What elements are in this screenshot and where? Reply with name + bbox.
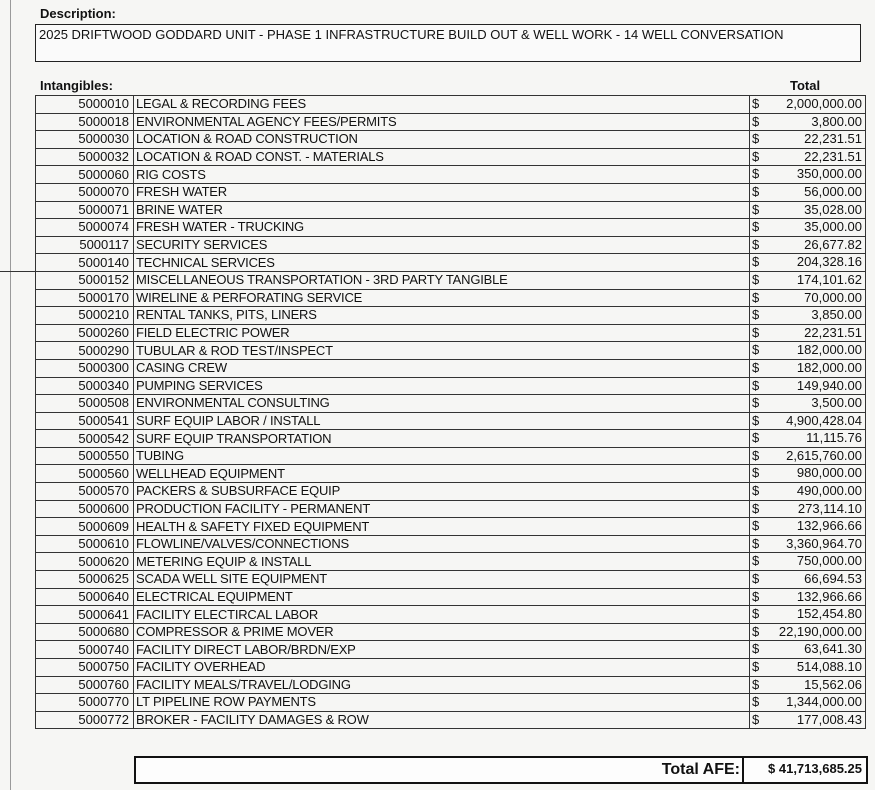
- table-row: [36, 518, 866, 536]
- account-code: 5000340: [36, 377, 134, 395]
- line-amount-cell: [750, 219, 866, 237]
- line-amount-cell: [750, 342, 866, 360]
- line-amount-cell: [750, 359, 866, 377]
- account-code: 5000641: [36, 606, 134, 624]
- currency-symbol: $: [752, 359, 760, 375]
- line-amount-cell: [750, 553, 866, 571]
- table-row: [36, 483, 866, 501]
- line-amount-cell: [750, 96, 866, 114]
- account-code: 5000060: [36, 166, 134, 184]
- table-row: [36, 676, 866, 694]
- line-amount-cell: [750, 148, 866, 166]
- line-description: TUBULAR & ROD TEST/INSPECT: [134, 342, 750, 360]
- table-row: [36, 342, 866, 360]
- line-amount: 490,000.00: [796, 483, 862, 499]
- line-amount: 132,966.66: [796, 588, 862, 604]
- currency-symbol: $: [752, 395, 760, 411]
- currency-symbol: $: [752, 430, 760, 446]
- table-row: [36, 412, 866, 430]
- line-amount-cell: [750, 711, 866, 729]
- line-description: WIRELINE & PERFORATING SERVICE: [134, 289, 750, 307]
- line-amount: 182,000.00: [796, 359, 862, 375]
- currency-symbol: $: [752, 289, 760, 305]
- account-code: 5000152: [36, 271, 134, 289]
- line-description: PACKERS & SUBSURFACE EQUIP: [134, 483, 750, 501]
- table-row: [36, 500, 866, 518]
- currency-symbol: $: [752, 659, 760, 674]
- line-amount-cell: [750, 659, 866, 677]
- line-amount: 56,000.00: [804, 183, 862, 199]
- currency-symbol: $: [752, 483, 760, 499]
- account-code: 5000750: [36, 659, 134, 677]
- account-code: 5000640: [36, 588, 134, 606]
- line-amount-cell: [750, 271, 866, 289]
- line-amount-cell: [750, 500, 866, 518]
- table-row: [36, 166, 866, 184]
- line-amount: 2,615,760.00: [786, 447, 862, 463]
- account-code: 5000770: [36, 694, 134, 712]
- table-row: [36, 535, 866, 553]
- table-row: [36, 395, 866, 413]
- currency-symbol: $: [752, 201, 760, 217]
- line-amount: 980,000.00: [796, 465, 862, 481]
- account-code: 5000290: [36, 342, 134, 360]
- line-amount: 22,231.51: [804, 148, 862, 164]
- line-description: TUBING: [134, 447, 750, 465]
- table-row: [36, 96, 866, 114]
- table-row: [36, 571, 866, 589]
- total-column-header: Total: [790, 78, 821, 93]
- account-code: 5000170: [36, 289, 134, 307]
- margin-tick-mark: [0, 271, 35, 272]
- line-amount: 35,000.00: [804, 219, 862, 235]
- currency-symbol: $: [752, 588, 760, 604]
- currency-symbol: $: [752, 711, 760, 727]
- line-amount-cell: [750, 412, 866, 430]
- line-amount-cell: [750, 377, 866, 395]
- line-amount-cell: [750, 641, 866, 659]
- line-description: LEGAL & RECORDING FEES: [134, 96, 750, 114]
- intangibles-table: [35, 95, 866, 729]
- line-description: CASING CREW: [134, 359, 750, 377]
- account-code: 5000032: [36, 148, 134, 166]
- account-code: 5000030: [36, 131, 134, 149]
- account-code: 5000070: [36, 183, 134, 201]
- line-amount: 174,101.62: [796, 271, 862, 287]
- table-row: [36, 694, 866, 712]
- currency-symbol: $: [752, 183, 760, 199]
- line-amount: 26,677.82: [804, 236, 862, 252]
- account-code: 5000680: [36, 623, 134, 641]
- account-code: 5000740: [36, 641, 134, 659]
- table-row: [36, 447, 866, 465]
- table-row: [36, 465, 866, 483]
- table-row: [36, 588, 866, 606]
- total-afe-bar: [134, 756, 868, 784]
- currency-symbol: $: [752, 518, 760, 534]
- line-amount-cell: [750, 395, 866, 413]
- currency-symbol: $: [752, 553, 760, 569]
- account-code: 5000300: [36, 359, 134, 377]
- line-amount: 11,115.76: [806, 430, 862, 446]
- line-amount-cell: [750, 483, 866, 501]
- description-label: Description:: [40, 6, 116, 21]
- line-amount: 15,562.06: [804, 676, 862, 692]
- line-amount: 152,454.80: [796, 606, 862, 622]
- line-amount-cell: [750, 324, 866, 342]
- line-amount-cell: [750, 236, 866, 254]
- line-description: ENVIRONMENTAL AGENCY FEES/PERMITS: [134, 113, 750, 131]
- table-row: [36, 659, 866, 677]
- line-description: SECURITY SERVICES: [134, 236, 750, 254]
- table-row: [36, 219, 866, 237]
- line-amount: 3,500.00: [811, 395, 862, 411]
- account-code: 5000210: [36, 307, 134, 325]
- line-description: SCADA WELL SITE EQUIPMENT: [134, 571, 750, 589]
- line-description: SURF EQUIP LABOR / INSTALL: [134, 412, 750, 430]
- intangibles-label: Intangibles:: [40, 78, 113, 93]
- table-row: [36, 148, 866, 166]
- line-amount: 132,966.66: [796, 518, 862, 534]
- line-amount-cell: [750, 447, 866, 465]
- table-row: [36, 131, 866, 149]
- currency-symbol: $: [752, 623, 760, 639]
- line-description: RIG COSTS: [134, 166, 750, 184]
- line-amount-cell: [750, 623, 866, 641]
- line-amount: 22,190,000.00: [778, 623, 862, 639]
- line-description: FIELD ELECTRIC POWER: [134, 324, 750, 342]
- account-code: 5000570: [36, 483, 134, 501]
- line-amount: 22,231.51: [804, 131, 862, 147]
- currency-symbol: $: [752, 535, 760, 551]
- currency-symbol: $: [752, 342, 760, 358]
- currency-symbol: $: [752, 96, 760, 111]
- account-code: 5000140: [36, 254, 134, 272]
- table-row: [36, 606, 866, 624]
- account-code: 5000600: [36, 500, 134, 518]
- currency-symbol: $: [752, 148, 760, 164]
- table-row: [36, 430, 866, 448]
- description-text: 2025 DRIFTWOOD GODDARD UNIT - PHASE 1 INFRASTRUCTURE BUILD OUT & WELL WORK - 14 WELL CONVERSATION: [39, 27, 784, 42]
- line-amount-cell: [750, 430, 866, 448]
- line-description: ELECTRICAL EQUIPMENT: [134, 588, 750, 606]
- currency-symbol: $: [752, 694, 760, 710]
- currency-symbol: $: [752, 113, 760, 129]
- line-amount-cell: [750, 676, 866, 694]
- line-description: LOCATION & ROAD CONST. - MATERIALS: [134, 148, 750, 166]
- currency-symbol: $: [752, 219, 760, 235]
- currency-symbol: $: [752, 236, 760, 252]
- account-code: 5000260: [36, 324, 134, 342]
- account-code: 5000760: [36, 676, 134, 694]
- description-box: [35, 24, 861, 62]
- account-code: 5000772: [36, 711, 134, 729]
- line-amount-cell: [750, 201, 866, 219]
- intangibles-table-body: [36, 96, 866, 729]
- currency-symbol: $: [752, 307, 760, 323]
- currency-symbol: $: [752, 412, 760, 428]
- currency-symbol: $: [752, 465, 760, 481]
- line-amount-cell: [750, 518, 866, 536]
- account-code: 5000071: [36, 201, 134, 219]
- table-row: [36, 236, 866, 254]
- line-description: RENTAL TANKS, PITS, LINERS: [134, 307, 750, 325]
- line-description: PUMPING SERVICES: [134, 377, 750, 395]
- account-code: 5000010: [36, 96, 134, 114]
- line-amount: 35,028.00: [804, 201, 862, 217]
- table-row: [36, 271, 866, 289]
- line-description: MISCELLANEOUS TRANSPORTATION - 3RD PARTY TANGIBLE: [134, 271, 750, 289]
- table-row: [36, 201, 866, 219]
- line-amount: 149,940.00: [796, 377, 862, 393]
- line-description: PRODUCTION FACILITY - PERMANENT: [134, 500, 750, 518]
- line-amount: 3,850.00: [811, 307, 862, 323]
- line-description: BROKER - FACILITY DAMAGES & ROW: [134, 711, 750, 729]
- currency-symbol: $: [752, 271, 760, 287]
- line-amount-cell: [750, 183, 866, 201]
- line-amount: 1,344,000.00: [786, 694, 862, 710]
- total-afe-label: Total AFE:: [661, 761, 740, 778]
- line-description: FACILITY ELECTIRCAL LABOR: [134, 606, 750, 624]
- line-description: FRESH WATER: [134, 183, 750, 201]
- line-amount-cell: [750, 289, 866, 307]
- line-amount: 514,088.10: [796, 659, 862, 674]
- line-description: LT PIPELINE ROW PAYMENTS: [134, 694, 750, 712]
- account-code: 5000560: [36, 465, 134, 483]
- table-row: [36, 641, 866, 659]
- currency-symbol: $: [752, 571, 760, 587]
- line-description: TECHNICAL SERVICES: [134, 254, 750, 272]
- table-row: [36, 377, 866, 395]
- line-amount: 750,000.00: [796, 553, 862, 569]
- line-amount: 273,114.10: [797, 500, 862, 516]
- line-description: FACILITY MEALS/TRAVEL/LODGING: [134, 676, 750, 694]
- currency-symbol: $: [752, 324, 760, 340]
- line-amount: 66,694.53: [804, 571, 862, 587]
- table-row: [36, 307, 866, 325]
- line-amount-cell: [750, 113, 866, 131]
- page-edge-line: [10, 0, 11, 790]
- line-amount-cell: [750, 571, 866, 589]
- table-row: [36, 324, 866, 342]
- line-description: ENVIRONMENTAL CONSULTING: [134, 395, 750, 413]
- currency-symbol: $: [752, 131, 760, 147]
- line-description: BRINE WATER: [134, 201, 750, 219]
- line-description: FRESH WATER - TRUCKING: [134, 219, 750, 237]
- account-code: 5000117: [36, 236, 134, 254]
- currency-symbol: $: [752, 606, 760, 622]
- table-row: [36, 553, 866, 571]
- account-code: 5000542: [36, 430, 134, 448]
- line-amount: 4,900,428.04: [786, 412, 862, 428]
- line-amount: 204,328.16: [796, 254, 862, 270]
- currency-symbol: $: [752, 166, 760, 182]
- line-amount-cell: [750, 694, 866, 712]
- line-description: FLOWLINE/VALVES/CONNECTIONS: [134, 535, 750, 553]
- account-code: 5000625: [36, 571, 134, 589]
- line-description: COMPRESSOR & PRIME MOVER: [134, 623, 750, 641]
- line-amount: 63,641.30: [804, 641, 862, 657]
- line-amount-cell: [750, 131, 866, 149]
- line-description: FACILITY DIRECT LABOR/BRDN/EXP: [134, 641, 750, 659]
- currency-symbol: $: [752, 641, 760, 657]
- line-amount: 2,000,000.00: [786, 96, 862, 111]
- currency-symbol: $: [752, 447, 760, 463]
- table-row: [36, 359, 866, 377]
- line-amount: 182,000.00: [796, 342, 862, 358]
- line-amount-cell: [750, 588, 866, 606]
- table-row: [36, 711, 866, 729]
- line-amount: 350,000.00: [796, 166, 862, 182]
- account-code: 5000074: [36, 219, 134, 237]
- line-amount-cell: [750, 606, 866, 624]
- account-code: 5000550: [36, 447, 134, 465]
- currency-symbol: $: [752, 254, 760, 270]
- account-code: 5000508: [36, 395, 134, 413]
- line-amount: 177,008.43: [796, 711, 862, 727]
- account-code: 5000018: [36, 113, 134, 131]
- currency-symbol: $: [752, 377, 760, 393]
- line-amount: 3,360,964.70: [786, 535, 862, 551]
- account-code: 5000609: [36, 518, 134, 536]
- line-amount-cell: [750, 535, 866, 553]
- line-description: LOCATION & ROAD CONSTRUCTION: [134, 131, 750, 149]
- table-row: [36, 289, 866, 307]
- line-amount-cell: [750, 166, 866, 184]
- line-description: WELLHEAD EQUIPMENT: [134, 465, 750, 483]
- line-description: HEALTH & SAFETY FIXED EQUIPMENT: [134, 518, 750, 536]
- account-code: 5000541: [36, 412, 134, 430]
- table-row: [36, 254, 866, 272]
- line-description: METERING EQUIP & INSTALL: [134, 553, 750, 571]
- account-code: 5000620: [36, 553, 134, 571]
- line-amount-cell: [750, 465, 866, 483]
- line-amount: 22,231.51: [804, 324, 862, 340]
- table-row: [36, 623, 866, 641]
- total-afe-amount: $ 41,713,685.25: [742, 757, 866, 782]
- line-description: FACILITY OVERHEAD: [134, 659, 750, 677]
- table-row: [36, 113, 866, 131]
- account-code: 5000610: [36, 535, 134, 553]
- line-amount: 70,000.00: [804, 289, 862, 305]
- line-amount: 3,800.00: [811, 113, 862, 129]
- table-row: [36, 183, 866, 201]
- line-amount-cell: [750, 307, 866, 325]
- line-amount-cell: [750, 254, 866, 272]
- line-description: SURF EQUIP TRANSPORTATION: [134, 430, 750, 448]
- currency-symbol: $: [752, 676, 760, 692]
- currency-symbol: $: [752, 500, 760, 516]
